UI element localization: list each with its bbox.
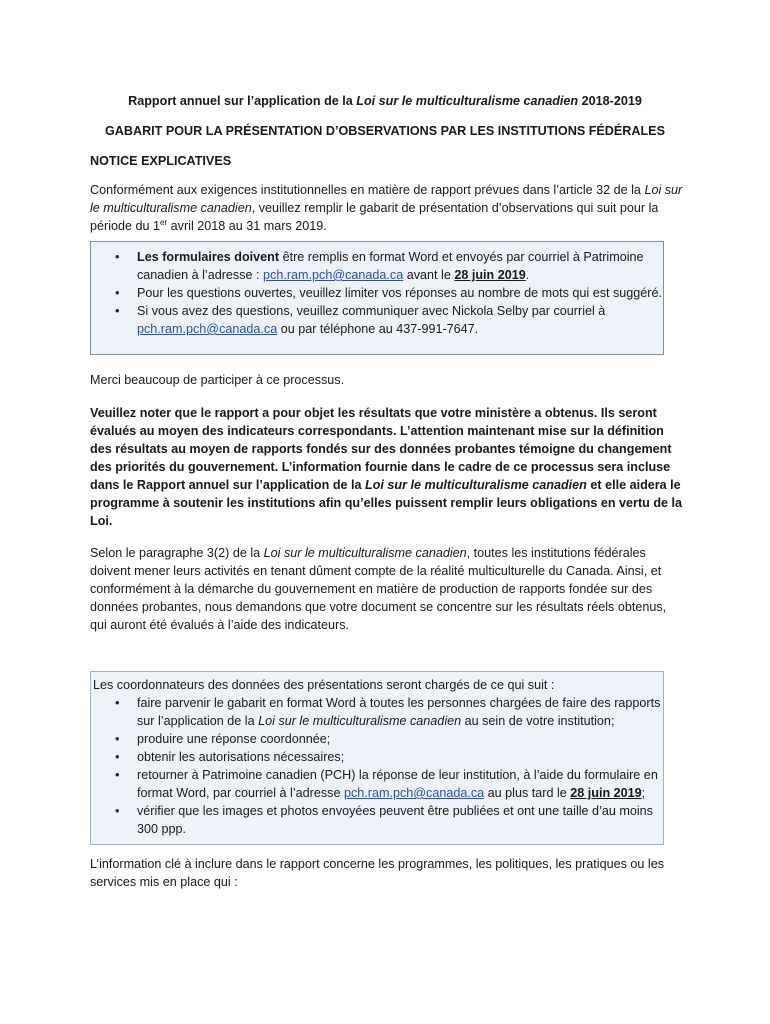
law-name: Loi sur le multiculturalisme canadien [365, 478, 587, 492]
section-paragraph: Selon le paragraphe 3(2) de la Loi sur le multiculturalisme canadien, toutes les institutions fédérales doivent mener leurs activités en tenant dûment compte de la réalité multiculturelle du Canada. Ainsi, et conformément à la démarche du gouvernement en matière de production de rapports fondée sur des données probantes, nous demandons que votre document se concentre sur les résultats réels obtenus, qui auront été évalués à l’aide des indicateurs. [90, 546, 667, 632]
email-link[interactable]: pch.ram.pch@canada.ca [343, 786, 485, 800]
coordinators-intro: Les coordonnateurs des données des présentations seront chargés de ce qui suit : [93, 678, 555, 692]
email-link[interactable]: pch.ram.pch@canada.ca [263, 268, 404, 282]
list-item: • produire une réponse coordonnée; [91, 730, 663, 748]
email-link[interactable]: pch.ram.pch@canada.ca [137, 322, 278, 336]
law-name: Loi sur le multiculturalisme canadien [90, 183, 683, 215]
list-item: • faire parvenir le gabarit en format Word à toutes les personnes chargées de faire des rapports sur l’application de la Loi sur le multiculturalisme canadien au sein de votre institution; [91, 694, 663, 730]
closing-paragraph: L’information clé à inclure dans le rapport concerne les programmes, les politiques, les pratiques ou les services mis en place qui : [90, 857, 665, 889]
instructions-box [90, 241, 664, 355]
law-name: Loi sur le multiculturalisme canadien [263, 546, 467, 560]
list-item: • Si vous avez des questions, veuillez communiquer avec Nickola Selby par courriel à pch.ram.pch@canada.ca ou par téléphone au 437-991-7647. [91, 302, 663, 338]
list-item: • obtenir les autorisations nécessaires; [91, 748, 663, 766]
law-name: Loi sur le multiculturalisme canadien [258, 714, 462, 728]
notice-heading: NOTICE EXPLICATIVES [90, 154, 232, 168]
instructions-list [91, 248, 663, 338]
coordinators-list [91, 694, 663, 838]
thanks-paragraph: Merci beaucoup de participer à ce processus. [90, 373, 345, 387]
coordinators-box [90, 671, 664, 845]
template-subtitle: GABARIT POUR LA PRÉSENTATION D’OBSERVATIONS PAR LES INSTITUTIONS FÉDÉRALES [105, 124, 665, 138]
intro-paragraph: Conformément aux exigences institutionnelles en matière de rapport prévues dans l’article 32 de la Loi sur le multiculturalisme canadien, veuillez remplir le gabarit de présentation d’observations qui suit pour la période du 1er avril 2018 au 31 mars 2019. [90, 183, 683, 233]
law-name: Loi sur le multiculturalisme canadien [356, 94, 579, 108]
note-paragraph: Veuillez noter que le rapport a pour objet les résultats que votre ministère a obtenus. Ils seront évalués au moyen des indicateurs correspondants. L’attention maintenant mise sur la définition des résultats au moyen de rapports fondés sur des données probantes témoigne du changement des priorités du gouvernement. L’information fournie dans le cadre de ce processus sera incluse dans le Rapport annuel sur l’application de la Loi sur le multiculturalisme canadien et elle aidera le programme à soutenir les institutions afin qu’elles puissent remplir leurs obligations en vertu de la Loi. [90, 406, 683, 528]
deadline: 28 juin 2019 [454, 268, 526, 282]
deadline: 28 juin 2019 [570, 786, 642, 800]
list-item: • vérifier que les images et photos envoyées peuvent être publiées et ont une taille d’au moins 300 ppp. [91, 802, 663, 838]
report-title: Rapport annuel sur l’application de la Loi sur le multiculturalisme canadien 2018-2019 [128, 94, 642, 108]
list-item: • retourner à Patrimoine canadien (PCH) la réponse de leur institution, à l’aide du formulaire en format Word, par courriel à l’adresse pch.ram.pch@canada.ca au plus tard le 28 juin 2019; [91, 766, 663, 802]
list-item: • Pour les questions ouvertes, veuillez limiter vos réponses au nombre de mots qui est suggéré. [91, 284, 663, 302]
list-item: • Les formulaires doivent être remplis en format Word et envoyés par courriel à Patrimoine canadien à l’adresse : pch.ram.pch@canada.ca avant le 28 juin 2019. [91, 248, 663, 284]
